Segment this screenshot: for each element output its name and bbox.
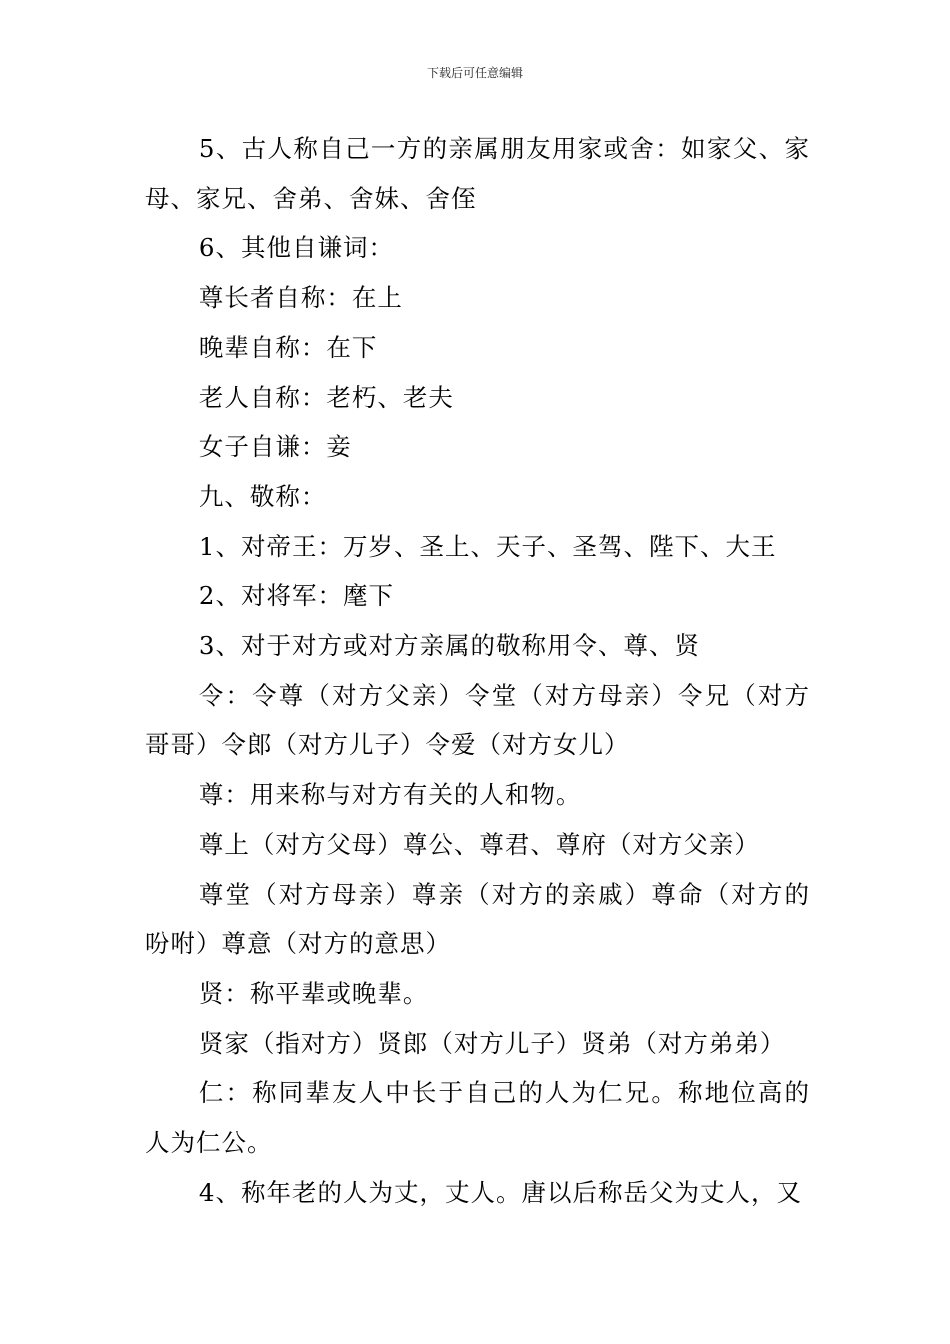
paragraph: 2、对将军：麾下 <box>198 581 394 611</box>
paragraph: 尊上（对方父母）尊公、尊君、尊府（对方父亲） <box>198 829 760 859</box>
paragraph: 老人自称：老朽、老夫 <box>198 382 454 412</box>
paragraph: 6、其他自谦词： <box>198 233 394 263</box>
paragraph: 尊：用来称与对方有关的人和物。 <box>198 780 582 810</box>
paragraph: 晚辈自称：在下 <box>198 332 378 362</box>
document-body <box>145 124 810 1217</box>
paragraph: 女子自谦：妾 <box>198 432 352 462</box>
paragraph: 4、称年老的人为丈，丈人。唐以后称岳父为丈人，又 <box>198 1177 802 1207</box>
paragraph: 仁：称同辈友人中长于自己的人为仁兄。称地位高的人为仁公。 <box>145 1078 810 1158</box>
page-header: 下载后可任意编辑 <box>426 66 523 80</box>
section-heading: 九、敬称： <box>198 481 327 511</box>
paragraph: 贤：称平辈或晚辈。 <box>198 978 429 1008</box>
paragraph: 尊长者自称：在上 <box>198 283 403 313</box>
paragraph: 1、对帝王：万岁、圣上、天子、圣驾、陛下、大王 <box>198 531 777 561</box>
paragraph: 尊堂（对方母亲）尊亲（对方的亲戚）尊命（对方的吩咐）尊意（对方的意思） <box>145 879 810 959</box>
paragraph: 贤家（指对方）贤郎（对方儿子）贤弟（对方弟弟） <box>198 1028 786 1058</box>
paragraph: 3、对于对方或对方亲属的敬称用令、尊、贤 <box>198 631 700 661</box>
paragraph: 令：令尊（对方父亲）令堂（对方母亲）令兄（对方哥哥）令郎（对方儿子）令爱（对方女儿） <box>145 680 810 760</box>
paragraph: 5、古人称自己一方的亲属朋友用家或舍：如家父、家母、家兄、舍弟、舍妹、舍侄 <box>145 134 810 213</box>
